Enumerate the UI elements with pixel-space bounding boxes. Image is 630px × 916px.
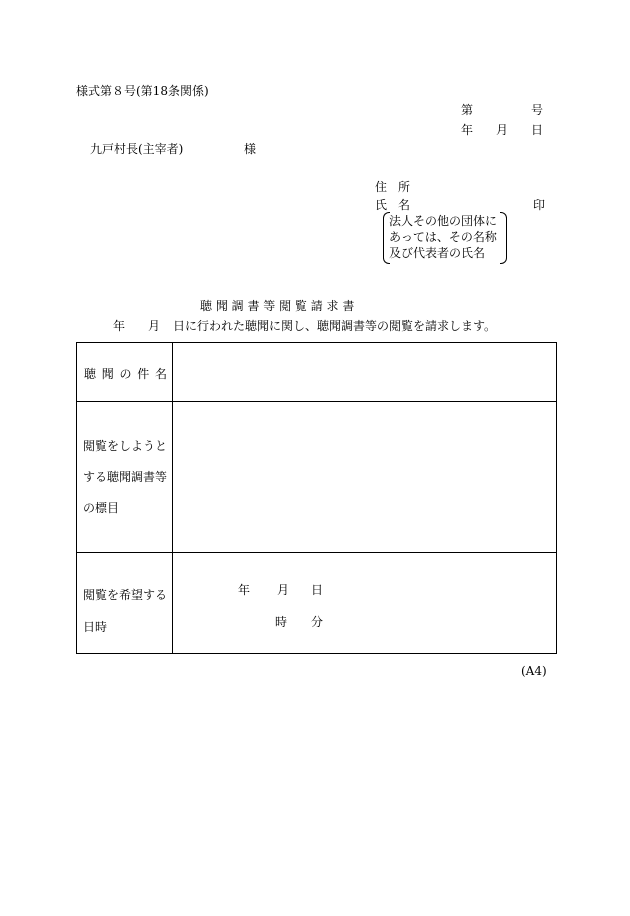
table-row bbox=[77, 402, 557, 553]
case-name-label-char: の bbox=[119, 367, 132, 381]
addressee-honorific: 様 bbox=[244, 142, 257, 156]
case-name-label-char: 聴 bbox=[84, 367, 97, 381]
corporation-note-line: あっては、その名称 bbox=[389, 230, 497, 244]
addressee-name: 九戸村長(主宰者) bbox=[90, 142, 184, 156]
doc-date-day: 日 bbox=[530, 123, 543, 137]
document-list-label-line: する聴聞調書等 bbox=[83, 470, 168, 484]
case-name-label-char: 件 bbox=[137, 367, 150, 381]
address-label-char: 住 bbox=[375, 180, 388, 194]
document-list-label-line: の標目 bbox=[83, 501, 120, 515]
document-list-label-line: 閲覧をしようと bbox=[83, 439, 168, 453]
intro-text: 日に行われた聴聞に関し、聴聞調書等の閲覧を請求します。 bbox=[173, 319, 497, 333]
case-name-label-char: 名 bbox=[154, 367, 167, 381]
requested-datetime-label-line: 閲覧を希望する bbox=[83, 588, 168, 602]
corporation-note bbox=[383, 212, 507, 264]
intro-year: 年 bbox=[113, 319, 126, 333]
corporation-note-line: 及び代表者の氏名 bbox=[389, 246, 486, 260]
address-label-char: 所 bbox=[397, 180, 410, 194]
seal-mark: 印 bbox=[533, 198, 546, 212]
name-label-char: 氏 bbox=[375, 198, 388, 212]
address-label bbox=[375, 180, 410, 194]
doc-date-year: 年 bbox=[461, 123, 474, 137]
table-row bbox=[77, 343, 557, 402]
request-table bbox=[76, 342, 557, 654]
requested-datetime-field[interactable] bbox=[173, 553, 557, 654]
right-bracket bbox=[500, 212, 507, 264]
corporation-note-line: 法人その他の団体に bbox=[389, 214, 498, 228]
requested-month: 月 bbox=[277, 583, 290, 597]
form-number: 様式第８号(第18条関係) bbox=[76, 84, 209, 98]
requested-datetime-label-cell bbox=[77, 553, 173, 654]
doc-date-month: 月 bbox=[495, 123, 508, 137]
case-name-label-cell bbox=[77, 343, 173, 402]
name-label bbox=[375, 198, 410, 212]
document-title: 聴 聞 調 書 等 閲 覧 請 求 書 bbox=[200, 299, 355, 313]
requested-hour: 時 bbox=[275, 615, 288, 629]
case-name-field[interactable] bbox=[173, 343, 557, 402]
requested-minute: 分 bbox=[311, 615, 324, 629]
doc-number-dai: 第 bbox=[461, 103, 474, 117]
requested-datetime-label-line: 日時 bbox=[83, 620, 108, 634]
name-label-char: 名 bbox=[397, 198, 410, 212]
document-list-field[interactable] bbox=[173, 402, 557, 553]
document-list-label-cell bbox=[77, 402, 173, 553]
requested-year: 年 bbox=[238, 583, 251, 597]
intro-month: 月 bbox=[148, 319, 161, 333]
doc-number-line bbox=[461, 103, 543, 117]
doc-date-line bbox=[461, 123, 543, 137]
table-row bbox=[77, 553, 557, 654]
doc-number-go: 号 bbox=[530, 103, 543, 117]
case-name-label-char: 聞 bbox=[101, 367, 114, 381]
requested-day: 日 bbox=[311, 583, 324, 597]
paper-size: (A4) bbox=[521, 664, 547, 678]
